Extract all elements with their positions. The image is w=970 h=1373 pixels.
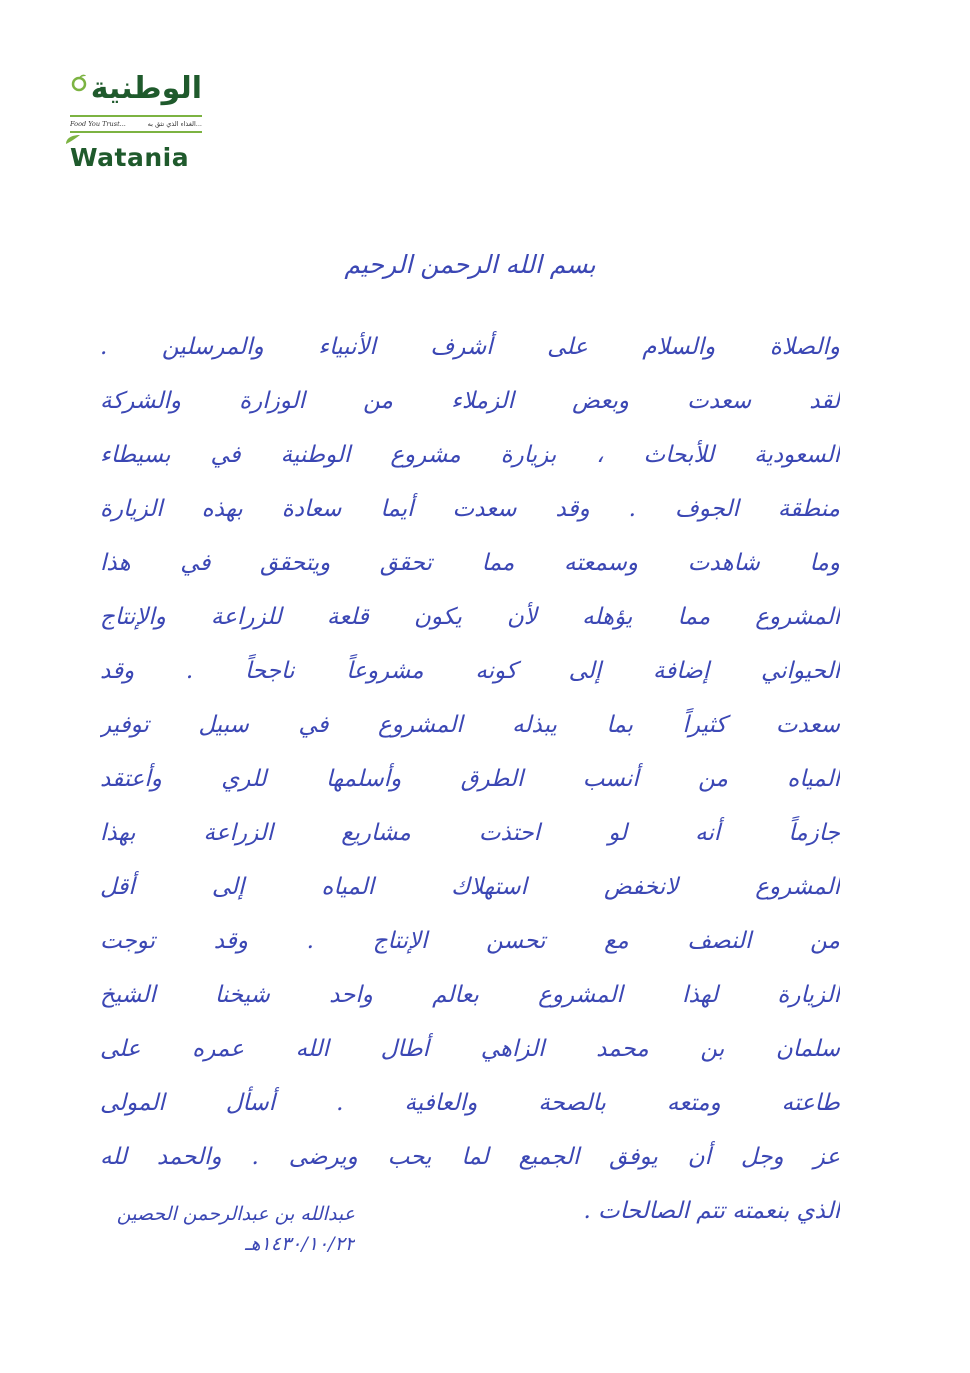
letter-line: لقد سعدت وبعض الزملاء من الوزارة والشركة — [100, 388, 840, 414]
logo-tagline — [70, 118, 202, 130]
letter-line: السعودية للأبحاث ، بزيارة مشروع الوطنية في بسيطاء — [100, 442, 840, 468]
logo-arabic-name: الوطنية — [90, 71, 202, 106]
letter-basmala: بسم الله الرحمن الرحيم — [344, 250, 596, 279]
watania-logo — [62, 66, 212, 178]
letter-line: طاعته ومتعه بالصحة والعافية . أسأل المولى — [100, 1090, 840, 1116]
logo-tagline-en: Food You Trust... — [70, 120, 126, 128]
letter-line: المشروع لانخفض استهلاك المياه إلى أقل — [100, 874, 840, 900]
letter-line: الزيارة لهذا المشروع بعالم واحد شيخنا الشيخ — [100, 982, 840, 1008]
letter-line: سلمان بن محمد الزاهي أطال الله عمره على — [100, 1036, 840, 1062]
letter-line: عز وجل أن يوفق الجميع لما يحب ويرضى . والحمد لله — [100, 1144, 840, 1170]
letter-line: الحيواني إضافة إلى كونه مشروعاً ناجحاً . وقد — [100, 658, 840, 684]
letter-line: من النصف مع تحسن الإنتاج . وقد توجت — [100, 928, 840, 954]
letter-line: المشروع مما يؤهله لأن يكون قلعة للزراعة والإنتاج — [100, 604, 840, 630]
logo-divider-top — [70, 115, 202, 117]
signature-date: ١٤٣٠/١٠/٢٢هـ — [244, 1233, 355, 1255]
letter-line: والصلاة والسلام على أشرف الأنبياء والمرسلين . — [100, 334, 840, 360]
logo-tagline-ar: الغذاء الذي تثق به... — [147, 120, 202, 128]
letter-line: الذي بنعمته تتم الصالحات . — [583, 1198, 840, 1224]
letter-line: المياه من أنسب الطرق وأسلمها للري وأعتقد — [100, 766, 840, 792]
signature-name: عبدالله بن عبدالرحمن الحصين — [116, 1203, 355, 1225]
logo-english-name: Watania — [70, 143, 190, 172]
signature — [105, 1200, 355, 1280]
letter-line: سعدت كثيراً بما يبذله المشروع في سبيل توفير — [100, 712, 840, 738]
letter-line: جازماً أنه لو احتذت مشاريع الزراعة بهذا — [100, 820, 840, 846]
letter-line: وما شاهدت وسمعته مما تحقق ويتحقق في هذا — [100, 550, 840, 576]
handwritten-letter — [100, 240, 840, 1280]
letter-line: منطقة الجوف . وقد سعدت أيما سعادة بهذه الزيارة — [100, 496, 840, 522]
logo-divider-bottom — [70, 131, 202, 133]
